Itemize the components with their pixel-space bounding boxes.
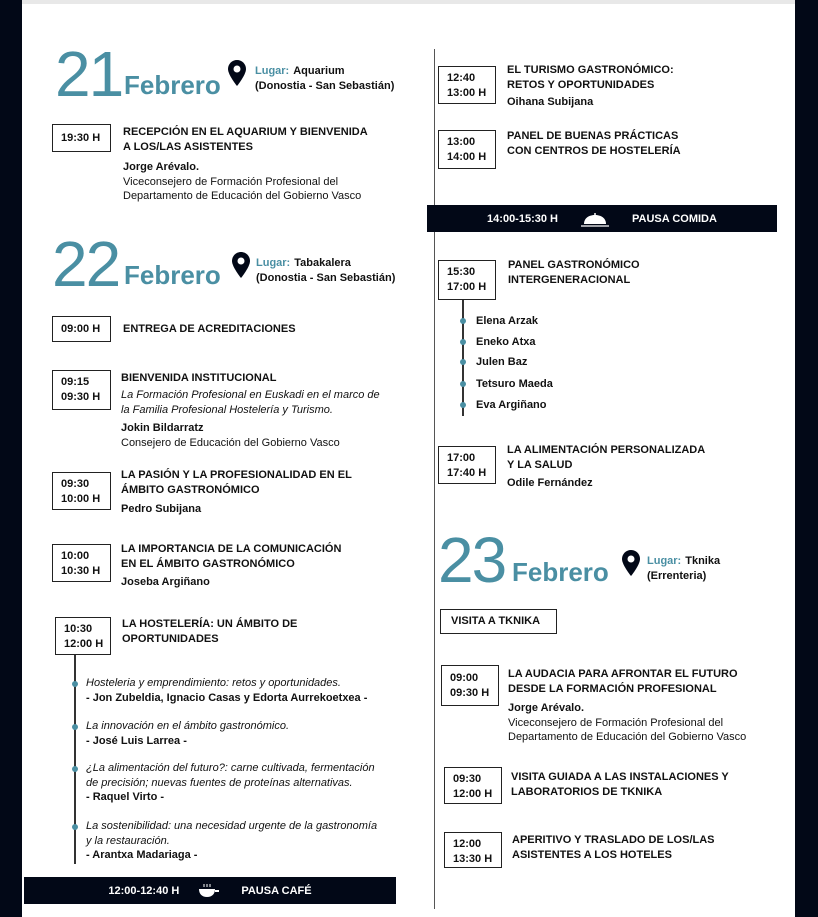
time-start: 12:40 bbox=[447, 72, 476, 84]
time-end: 12:00 H bbox=[64, 638, 104, 650]
title-line: DESDE LA FORMACIÓN PROFESIONAL bbox=[508, 683, 717, 695]
speaker-role: Departamento de Educación del Gobierno Vasco bbox=[508, 731, 747, 743]
title-line: LA HOSTELERÍA: UN ÁMBITO DE bbox=[122, 618, 298, 630]
title-line: LA ALIMENTACIÓN PERSONALIZADA bbox=[507, 444, 706, 456]
time-box bbox=[52, 472, 111, 510]
talk-speaker: - Jon Zubeldia, Ignacio Casas y Edorta Aurrekoetxea - bbox=[86, 691, 368, 704]
time-start: 09:00 bbox=[450, 672, 479, 684]
panelist: Julen Baz bbox=[476, 356, 528, 368]
food-cloche-icon bbox=[580, 211, 610, 227]
title-line: Y LA SALUD bbox=[507, 459, 573, 471]
title-line: VISITA GUIADA A LAS INSTALACIONES Y bbox=[511, 771, 729, 783]
time-box bbox=[55, 617, 111, 655]
speaker-role: Departamento de Educación del Gobierno Vasco bbox=[123, 190, 362, 202]
title-line: EN EL ÁMBITO GASTRONÓMICO bbox=[121, 558, 295, 570]
title-line: EL TURISMO GASTRONÓMICO: bbox=[507, 64, 674, 76]
location-place: Tknika bbox=[685, 555, 721, 567]
time-box bbox=[52, 544, 111, 582]
location-city: (Errenteria) bbox=[647, 570, 707, 582]
event-title: BIENVENIDA INSTITUCIONAL bbox=[121, 372, 277, 384]
time-box bbox=[444, 832, 502, 868]
event-title bbox=[508, 667, 738, 697]
talk bbox=[86, 761, 375, 805]
event-title bbox=[507, 63, 674, 93]
time-end: 17:40 H bbox=[447, 467, 487, 479]
time-box bbox=[444, 767, 502, 804]
event-title bbox=[511, 770, 729, 800]
speaker-name: Jokin Bildarratz bbox=[121, 422, 204, 434]
speaker-role: Viceconsejero de Formación Profesional del bbox=[508, 716, 724, 729]
time-box bbox=[438, 66, 496, 104]
title-line: PANEL GASTRONÓMICO bbox=[508, 259, 640, 271]
panelist: Tetsuro Maeda bbox=[476, 378, 553, 390]
title-line: A LOS/LAS ASISTENTES bbox=[123, 141, 253, 153]
time-start: 12:00 bbox=[453, 838, 482, 850]
timeline-dot bbox=[460, 339, 466, 345]
title-line: ASISTENTES A LOS HOTELES bbox=[512, 849, 672, 861]
time-end: 10:30 H bbox=[61, 565, 101, 577]
coffee-break-bar bbox=[24, 877, 396, 904]
speaker-name: Jorge Arévalo. bbox=[508, 702, 585, 714]
timeline-dot bbox=[460, 318, 466, 324]
talk-title: de precisión; nuevas fuentes de proteínas alternativas. bbox=[86, 776, 353, 789]
time-start: 09:30 bbox=[453, 773, 482, 785]
event-speaker bbox=[121, 421, 340, 450]
time-end: 09:30 H bbox=[61, 391, 101, 403]
talk-speaker: - Raquel Virto - bbox=[86, 791, 165, 803]
timeline-dot bbox=[460, 381, 466, 387]
speaker-name: Joseba Argiñano bbox=[121, 576, 210, 588]
break-time: 12:00-12:40 H bbox=[108, 884, 180, 897]
talk-title: ¿La alimentación del futuro?: carne cultivada, fermentación bbox=[86, 762, 375, 774]
location-place: Tabakalera bbox=[294, 257, 351, 269]
location bbox=[255, 64, 394, 94]
location-label: Lugar: bbox=[256, 257, 291, 269]
talk-speaker: - Arantxa Madariaga - bbox=[86, 849, 198, 861]
panelist: Elena Arzak bbox=[476, 315, 538, 327]
subtitle-line: La Formación Profesional en Euskadi en el marco de bbox=[121, 389, 380, 401]
time-box: 19:30 H bbox=[52, 124, 111, 152]
title-line: LA AUDACIA PARA AFRONTAR EL FUTURO bbox=[508, 668, 738, 680]
timeline-dot bbox=[460, 359, 466, 365]
time-box bbox=[438, 130, 496, 169]
time-start: 09:30 bbox=[61, 478, 90, 490]
title-line: APERITIVO Y TRASLADO DE LOS/LAS bbox=[512, 834, 715, 846]
panelist: Eva Argiñano bbox=[476, 399, 547, 411]
time-start: 09:15 bbox=[61, 376, 90, 388]
break-label: PAUSA COMIDA bbox=[631, 212, 717, 225]
talk-title: La sostenibilidad: una necesidad urgente de la gastronomía bbox=[86, 820, 378, 832]
timeline-dot bbox=[72, 824, 78, 830]
time-end: 13:30 H bbox=[453, 853, 493, 865]
day-month: Febrero bbox=[124, 260, 221, 290]
event-title bbox=[512, 833, 715, 863]
title-line: RECEPCIÓN EN EL AQUARIUM Y BIENVENIDA bbox=[123, 126, 368, 138]
time-start: 13:00 bbox=[447, 136, 476, 148]
location bbox=[647, 554, 720, 584]
location-pin-icon bbox=[228, 60, 246, 86]
day-number: 21 bbox=[55, 38, 123, 110]
title-line: ÁMBITO GASTRONÓMICO bbox=[121, 484, 260, 496]
location-city: (Donostia - San Sebastián) bbox=[255, 80, 395, 92]
visit-box: VISITA A TKNIKA bbox=[440, 609, 557, 634]
title-line: PANEL DE BUENAS PRÁCTICAS bbox=[507, 130, 679, 142]
event-subtitle bbox=[121, 388, 380, 417]
timeline-dot bbox=[72, 724, 78, 730]
talk-title: La innovación en el ámbito gastronómico. bbox=[86, 720, 290, 732]
speaker-name: Oihana Subijana bbox=[507, 96, 594, 108]
event-speaker bbox=[508, 701, 746, 745]
break-time: 14:00-15:30 H bbox=[487, 212, 558, 225]
event-title bbox=[121, 542, 341, 572]
location-label: Lugar: bbox=[647, 555, 682, 567]
speaker-name: Odile Fernández bbox=[507, 477, 593, 489]
event-title bbox=[508, 258, 640, 288]
time-end: 17:00 H bbox=[447, 281, 487, 293]
location-city: (Donostia - San Sebastián) bbox=[256, 272, 396, 284]
panelist: Eneko Atxa bbox=[476, 336, 536, 348]
subtitle-line: la Familia Profesional Hostelería y Turismo. bbox=[121, 403, 333, 416]
day-month: Febrero bbox=[512, 557, 609, 587]
time-start: 10:30 bbox=[64, 623, 93, 635]
speaker-name: Jorge Arévalo. bbox=[123, 161, 200, 173]
time-start: 17:00 bbox=[447, 452, 476, 464]
title-line: INTERGENERACIONAL bbox=[508, 274, 631, 286]
title-line: LA IMPORTANCIA DE LA COMUNICACIÓN bbox=[121, 543, 342, 555]
time-start: 10:00 bbox=[61, 550, 90, 562]
day-number: 22 bbox=[52, 228, 120, 300]
time-box bbox=[438, 446, 496, 484]
talk bbox=[86, 819, 377, 863]
time-end: 12:00 H bbox=[453, 788, 493, 800]
time-box bbox=[438, 260, 496, 300]
time-box: 09:00 H bbox=[52, 316, 111, 342]
location-pin-icon bbox=[622, 550, 640, 576]
event-title bbox=[507, 443, 705, 473]
title-line: RETOS Y OPORTUNIDADES bbox=[507, 79, 655, 91]
time-box bbox=[441, 665, 499, 706]
location bbox=[256, 256, 395, 286]
title-line: OPORTUNIDADES bbox=[122, 633, 219, 645]
lunch-break-bar bbox=[427, 205, 777, 232]
talk bbox=[86, 676, 367, 705]
program-page bbox=[22, 0, 795, 917]
timeline-dot bbox=[460, 402, 466, 408]
day-number: 23 bbox=[438, 524, 506, 596]
column-divider bbox=[434, 49, 435, 909]
time-end: 13:00 H bbox=[447, 87, 487, 99]
time-start: 15:30 bbox=[447, 266, 476, 278]
event-title bbox=[121, 468, 352, 498]
time-box bbox=[52, 370, 111, 410]
location-place: Aquarium bbox=[293, 65, 345, 77]
title-line: LABORATORIOS DE TKNIKA bbox=[511, 786, 663, 798]
speaker-name: Pedro Subijana bbox=[121, 503, 202, 515]
event-title bbox=[123, 125, 368, 155]
speaker-role: Viceconsejero de Formación Profesional del bbox=[123, 175, 339, 188]
speaker-role: Consejero de Educación del Gobierno Vasco bbox=[121, 436, 340, 449]
coffee-cup-icon bbox=[197, 883, 223, 899]
talk-speaker: - José Luis Larrea - bbox=[86, 734, 187, 747]
location-label: Lugar: bbox=[255, 65, 290, 77]
event-title: ENTREGA DE ACREDITACIONES bbox=[123, 323, 296, 335]
title-line: CON CENTROS DE HOSTELERÍA bbox=[507, 145, 681, 157]
title-line: LA PASIÓN Y LA PROFESIONALIDAD EN EL bbox=[121, 469, 352, 481]
timeline-dot bbox=[72, 681, 78, 687]
time-end: 10:00 H bbox=[61, 493, 101, 505]
talk bbox=[86, 719, 289, 748]
talk-title: y la restauración. bbox=[86, 834, 170, 847]
talk-title: Hosteleria y emprendimiento: retos y oportunidades. bbox=[86, 677, 341, 689]
time-end: 09:30 H bbox=[450, 687, 490, 699]
location-pin-icon bbox=[232, 252, 250, 278]
event-title bbox=[122, 617, 297, 647]
day-month: Febrero bbox=[124, 70, 221, 100]
event-speaker bbox=[123, 160, 361, 204]
break-label: PAUSA CAFÉ bbox=[241, 884, 312, 897]
event-title bbox=[507, 129, 681, 159]
timeline-dot bbox=[72, 766, 78, 772]
time-end: 14:00 H bbox=[447, 151, 487, 163]
